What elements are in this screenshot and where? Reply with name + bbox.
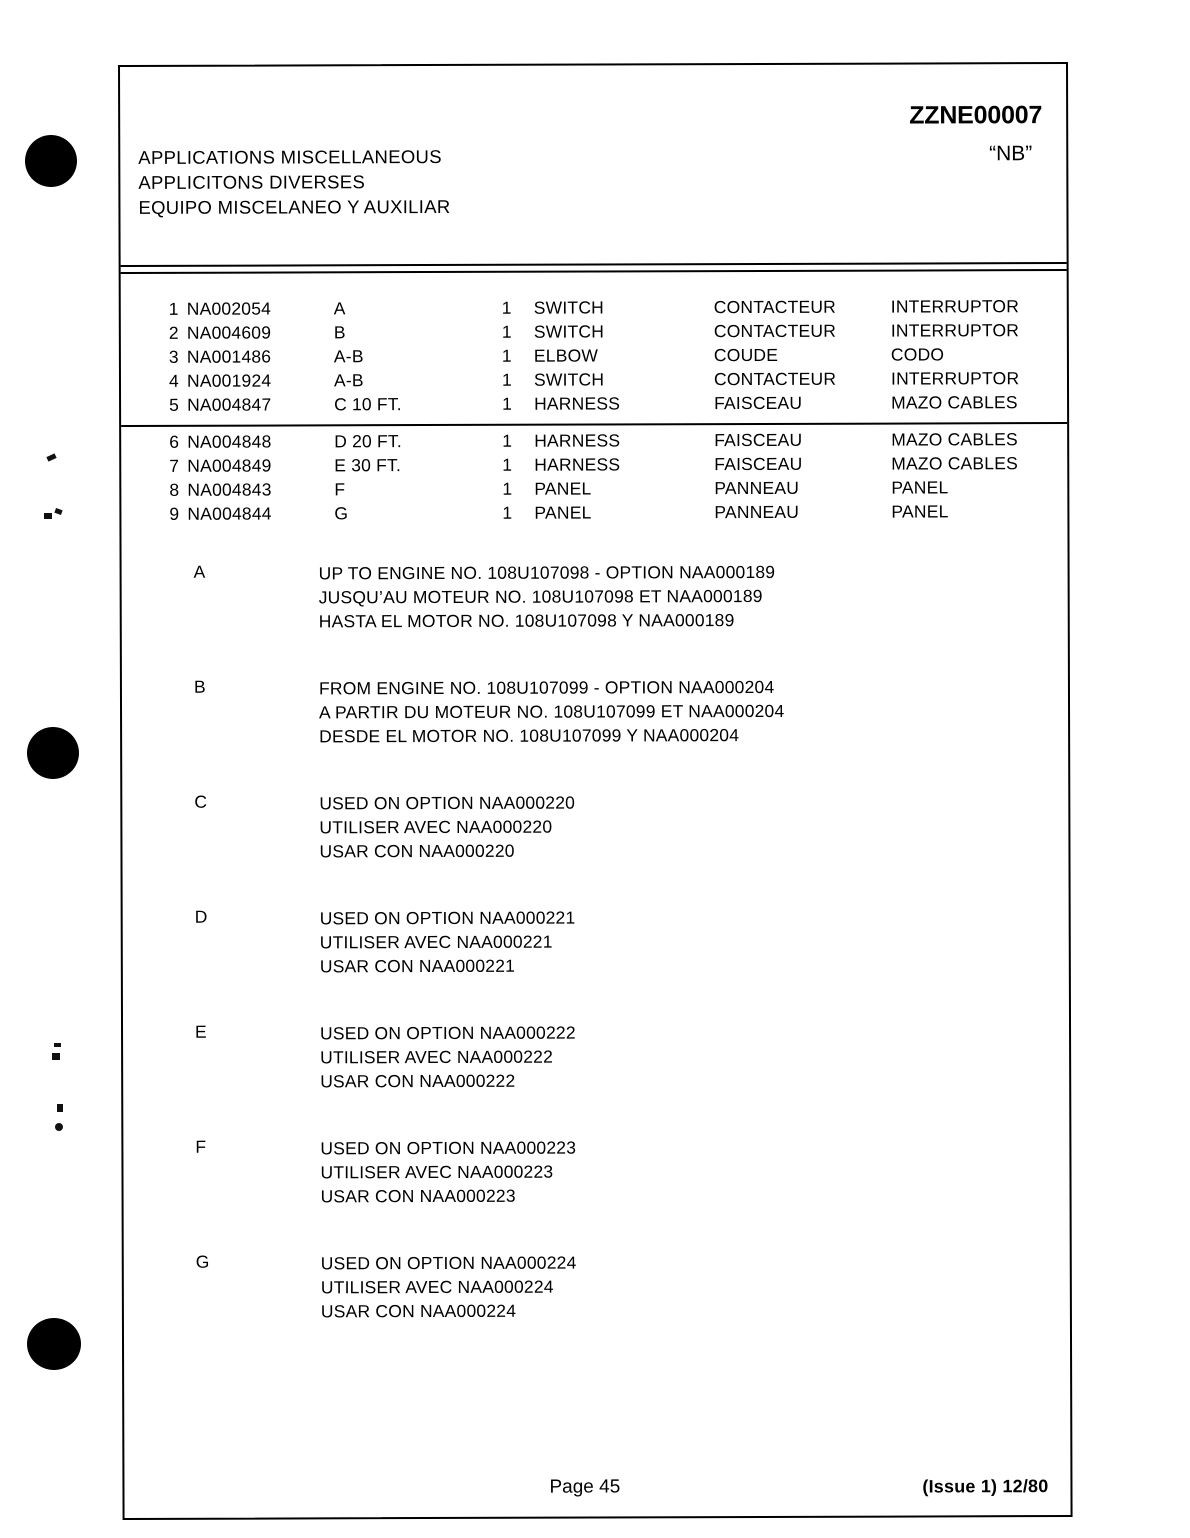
cell-item-no: 7: [169, 455, 180, 476]
note-block: [123, 1019, 1069, 1137]
page-frame: [118, 62, 1073, 1520]
cell-part-no: NA004609: [186, 322, 272, 343]
cell-desc-en: SWITCH: [533, 297, 605, 318]
cell-part-no: NA001486: [186, 346, 272, 367]
note-lines: [319, 791, 575, 864]
ink-speck: [46, 453, 56, 461]
note-line-fr: UTILISER AVEC NAA000220: [319, 816, 553, 838]
table-row: [121, 477, 1067, 504]
parts-group-lower: [121, 422, 1067, 528]
cell-desc-fr: CONTACTEUR: [713, 296, 837, 318]
note-line-fr: UTILISER AVEC NAA000224: [320, 1276, 554, 1298]
note-line-es: USAR CON NAA000223: [320, 1185, 516, 1207]
note-line-es: HASTA EL MOTOR NO. 108U107098 Y NAA000189: [318, 610, 735, 632]
cell-desc-fr: CONTACTEUR: [713, 320, 837, 342]
cell-desc-es: MAZO CABLES: [891, 429, 1018, 450]
cell-reference: C 10 FT.: [334, 394, 402, 415]
cell-quantity: 1: [501, 345, 512, 366]
ink-speck: [44, 513, 52, 519]
note-line-es: USAR CON NAA000221: [319, 955, 516, 977]
note-line-es: USAR CON NAA000224: [320, 1300, 517, 1322]
table-row: [121, 320, 1067, 347]
cell-desc-fr: CONTACTEUR: [713, 368, 837, 390]
note-block: [124, 1249, 1070, 1367]
ink-speck: [54, 1043, 61, 1047]
cell-desc-en: PANEL: [534, 478, 592, 499]
cell-desc-es: INTERRUPTOR: [890, 368, 1020, 389]
note-block: [123, 1134, 1069, 1252]
header-underline-rule: [121, 269, 1067, 274]
punch-hole-middle: [27, 727, 79, 779]
cell-desc-en: PANEL: [534, 502, 592, 523]
note-line-fr: JUSQU’AU MOTEUR NO. 108U107098 ET NAA000189: [318, 585, 763, 608]
cell-reference: G: [334, 503, 349, 524]
note-lines: [319, 675, 785, 748]
cell-part-no: NA004849: [187, 455, 272, 476]
note-lines: [321, 1251, 577, 1324]
notes-section: [122, 559, 1071, 1367]
cell-item-no: 1: [168, 298, 179, 319]
cell-desc-es: MAZO CABLES: [891, 392, 1018, 413]
note-line-fr: UTILISER AVEC NAA000222: [320, 1046, 554, 1068]
note-block: [122, 674, 1068, 792]
cell-quantity: 1: [502, 502, 513, 523]
page-number: Page 45: [549, 1476, 621, 1498]
note-lines: [320, 1136, 576, 1209]
cell-desc-es: PANEL: [891, 501, 949, 522]
document-subcode: “NB”: [989, 142, 1033, 166]
cell-reference: F: [334, 479, 346, 500]
cell-reference: B: [333, 322, 346, 343]
note-key: A: [193, 561, 206, 582]
cell-reference: D 20 FT.: [334, 431, 402, 452]
cell-desc-en: HARNESS: [534, 430, 621, 451]
cell-part-no: NA001924: [186, 370, 272, 391]
cell-reference: A: [333, 298, 346, 319]
cell-quantity: 1: [501, 321, 512, 342]
note-key: C: [194, 791, 208, 812]
cell-desc-es: INTERRUPTOR: [890, 320, 1020, 341]
header-band: [120, 64, 1067, 267]
cell-desc-en: HARNESS: [534, 454, 621, 475]
cell-desc-es: INTERRUPTOR: [890, 296, 1020, 317]
note-key: E: [195, 1021, 207, 1042]
cell-part-no: NA004844: [187, 503, 272, 524]
cell-quantity: 1: [502, 454, 513, 475]
cell-part-no: NA004848: [187, 431, 272, 452]
note-block: [123, 904, 1069, 1022]
ink-speck: [52, 1053, 60, 1060]
note-line-en: USED ON OPTION NAA000221: [319, 907, 576, 929]
note-lines: [320, 906, 576, 979]
note-lines: [320, 1021, 576, 1094]
cell-item-no: 6: [169, 431, 180, 452]
note-line-en: UP TO ENGINE NO. 108U107098 - OPTION NAA000189: [318, 561, 776, 584]
document-code: ZZNE00007: [909, 101, 1043, 130]
cell-reference: A-B: [333, 346, 364, 367]
cell-item-no: 9: [169, 503, 180, 524]
cell-desc-es: PANEL: [891, 477, 949, 498]
title-spanish: EQUIPO MISCELANEO Y AUXILIAR: [138, 195, 451, 218]
cell-item-no: 3: [168, 346, 179, 367]
title-french: APPLICITONS DIVERSES: [138, 171, 366, 193]
issue-label: (Issue 1) 12/80: [922, 1476, 1049, 1497]
cell-part-no: NA004843: [187, 479, 272, 500]
note-key: F: [195, 1136, 207, 1157]
title-english: APPLICATIONS MISCELLANEOUS: [138, 145, 442, 168]
note-line-en: USED ON OPTION NAA000222: [320, 1022, 576, 1044]
cell-item-no: 8: [169, 479, 180, 500]
table-row: [121, 501, 1067, 528]
cell-desc-es: MAZO CABLES: [891, 453, 1018, 474]
cell-item-no: 2: [168, 322, 179, 343]
table-row: [121, 296, 1067, 323]
cell-quantity: 1: [501, 369, 512, 390]
note-line-en: USED ON OPTION NAA000220: [319, 792, 576, 814]
table-row: [121, 453, 1067, 480]
cell-desc-en: SWITCH: [533, 321, 605, 342]
parts-table: [121, 296, 1068, 528]
table-row: [121, 429, 1067, 456]
table-row: [121, 368, 1067, 395]
cell-desc-fr: PANNEAU: [714, 501, 800, 523]
note-line-es: DESDE EL MOTOR NO. 108U107099 Y NAA000204: [319, 725, 740, 747]
note-line-en: USED ON OPTION NAA000223: [320, 1137, 577, 1159]
cell-quantity: 1: [502, 430, 513, 451]
note-line-fr: UTILISER AVEC NAA000221: [319, 931, 553, 953]
note-line-es: USAR CON NAA000222: [320, 1070, 516, 1092]
note-line-fr: A PARTIR DU MOTEUR NO. 108U107099 ET NAA000204: [319, 700, 785, 723]
header-titles: [138, 144, 450, 220]
cell-part-no: NA002054: [186, 298, 272, 319]
note-key: D: [194, 906, 208, 927]
note-key: B: [193, 676, 206, 697]
table-row: [121, 392, 1067, 419]
note-block: [122, 559, 1068, 677]
note-key: G: [195, 1251, 210, 1272]
cell-desc-es: CODO: [890, 344, 945, 365]
punch-hole-bottom: [27, 1318, 81, 1370]
note-line-es: USAR CON NAA000220: [319, 840, 515, 862]
cell-desc-fr: FAISCEAU: [714, 453, 803, 475]
note-line-en: FROM ENGINE NO. 108U107099 - OPTION NAA000204: [318, 676, 775, 699]
punch-hole-top: [25, 135, 77, 187]
cell-item-no: 5: [169, 394, 180, 415]
cell-reference: A-B: [333, 370, 364, 391]
ink-speck: [55, 1123, 63, 1131]
note-lines: [319, 560, 776, 633]
cell-desc-en: HARNESS: [534, 393, 621, 414]
cell-quantity: 1: [501, 297, 512, 318]
cell-desc-en: SWITCH: [533, 369, 605, 390]
cell-quantity: 1: [502, 393, 513, 414]
ink-speck: [57, 1104, 63, 1112]
parts-group-upper: [121, 296, 1067, 419]
cell-quantity: 1: [502, 478, 513, 499]
cell-desc-fr: PANNEAU: [714, 477, 800, 499]
cell-reference: E 30 FT.: [334, 455, 402, 476]
cell-desc-en: ELBOW: [533, 345, 599, 366]
ink-speck: [54, 508, 62, 515]
table-row: [121, 344, 1067, 371]
cell-part-no: NA004847: [187, 394, 272, 415]
cell-desc-fr: FAISCEAU: [714, 429, 803, 451]
cell-item-no: 4: [168, 370, 179, 391]
note-line-en: USED ON OPTION NAA000224: [320, 1252, 577, 1274]
cell-desc-fr: FAISCEAU: [714, 392, 803, 414]
note-line-fr: UTILISER AVEC NAA000223: [320, 1161, 554, 1183]
cell-desc-fr: COUDE: [713, 344, 779, 366]
note-block: [122, 789, 1068, 907]
